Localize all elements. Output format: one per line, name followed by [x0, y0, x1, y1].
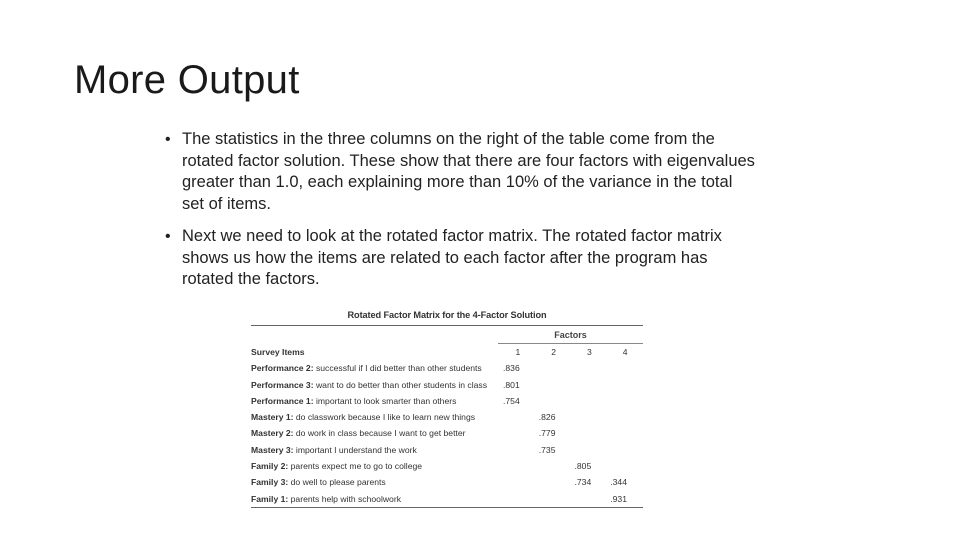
- table-row: [251, 474, 643, 490]
- item-text: do well to please parents: [290, 477, 386, 488]
- factor-matrix-table: [251, 344, 643, 508]
- table-header-row: [251, 344, 643, 360]
- survey-item: [251, 474, 500, 490]
- item-text: successful if I did better than other students: [315, 363, 482, 374]
- column-header-items: Survey Items: [251, 347, 305, 357]
- loading-cell: .735: [538, 444, 556, 455]
- table-row: [251, 491, 643, 508]
- loading-cell: [536, 360, 572, 376]
- survey-item: [251, 442, 500, 458]
- column-header-factor-3: 3: [586, 347, 592, 357]
- column-header-factor-4: 4: [622, 347, 628, 357]
- loading-cell: .754: [503, 395, 520, 406]
- loading-cell: [536, 458, 572, 474]
- table-row: [251, 442, 643, 458]
- loading-cell: .801: [503, 379, 520, 390]
- bullet-text: The statistics in the three columns on the right of the table come from the rotated factor solution. These show that there are four factors with eigenvalues greater than 1.0, each explaining more than 10% of the variance in the total set of items.: [182, 130, 755, 213]
- loading-cell: [536, 474, 572, 490]
- survey-item: [251, 458, 500, 474]
- loading-cell: .779: [538, 428, 556, 439]
- loading-cell: [607, 442, 643, 458]
- loading-cell: [607, 360, 643, 376]
- survey-item: [251, 393, 500, 409]
- loading-cell: .734: [574, 477, 592, 488]
- table-row: [251, 377, 643, 393]
- bullet-dot-icon: •: [165, 228, 171, 245]
- item-text: important I understand the work: [295, 444, 417, 455]
- item-text: parents expect me to go to college: [290, 461, 423, 472]
- loading-cell: [572, 360, 608, 376]
- item-label: Performance 1:: [251, 395, 314, 406]
- item-label: Family 3:: [251, 477, 289, 488]
- table-title: Rotated Factor Matrix for the 4-Factor Solution: [251, 310, 643, 326]
- item-text: do classwork because I like to learn new things: [295, 412, 476, 423]
- loading-cell: [500, 474, 536, 490]
- factors-header: [498, 326, 643, 344]
- loading-cell: [572, 491, 608, 508]
- table-row: [251, 393, 643, 409]
- loading-cell: [572, 425, 608, 441]
- table-row: [251, 360, 643, 376]
- loading-cell: [500, 458, 536, 474]
- loading-cell: [572, 393, 608, 409]
- loading-cell: [536, 491, 572, 508]
- bullet-list: [165, 129, 755, 302]
- column-header-factor-2: 2: [551, 347, 557, 357]
- item-text: important to look smarter than others: [315, 395, 457, 406]
- item-label: Family 1:: [251, 493, 289, 504]
- item-label: Performance 2:: [251, 363, 314, 374]
- survey-item: [251, 377, 500, 393]
- item-label: Performance 3:: [251, 379, 314, 390]
- item-text: do work in class because I want to get better: [295, 428, 466, 439]
- factors-label: Factors: [554, 330, 587, 340]
- survey-item: [251, 491, 500, 508]
- bullet-dot-icon: •: [165, 131, 171, 148]
- loading-cell: .836: [503, 363, 520, 374]
- item-label: Family 2:: [251, 461, 289, 472]
- loading-cell: .344: [610, 477, 627, 488]
- survey-item: [251, 409, 500, 425]
- bullet-item: [165, 226, 755, 291]
- item-text: parents help with schoolwork: [290, 493, 401, 504]
- loading-cell: [607, 458, 643, 474]
- item-label: Mastery 1:: [251, 412, 294, 423]
- loading-cell: [572, 409, 608, 425]
- item-label: Mastery 3:: [251, 444, 294, 455]
- table-row: [251, 425, 643, 441]
- table-row: [251, 458, 643, 474]
- survey-item: [251, 425, 500, 441]
- slide-title: More Output: [74, 58, 300, 102]
- table-row: [251, 409, 643, 425]
- loading-cell: .826: [538, 412, 556, 423]
- loading-cell: [607, 409, 643, 425]
- loading-cell: [572, 442, 608, 458]
- loading-cell: .805: [574, 461, 592, 472]
- loading-cell: [536, 377, 572, 393]
- loading-cell: [607, 425, 643, 441]
- loading-cell: [500, 409, 536, 425]
- loading-cell: [536, 393, 572, 409]
- item-label: Mastery 2:: [251, 428, 294, 439]
- loading-cell: [500, 425, 536, 441]
- loading-cell: [607, 377, 643, 393]
- loading-cell: [572, 377, 608, 393]
- item-text: want to do better than other students in class: [315, 379, 487, 390]
- loading-cell: [607, 393, 643, 409]
- bullet-text: Next we need to look at the rotated factor matrix. The rotated factor matrix shows us how the items are related to each factor after the program has rotated the factors.: [182, 227, 722, 288]
- column-header-factor-1: 1: [515, 347, 521, 357]
- loading-cell: [500, 491, 536, 508]
- bullet-item: [165, 129, 755, 215]
- factor-matrix-figure: [251, 310, 643, 508]
- survey-item: [251, 360, 500, 376]
- loading-cell: .931: [607, 491, 643, 508]
- loading-cell: [500, 442, 536, 458]
